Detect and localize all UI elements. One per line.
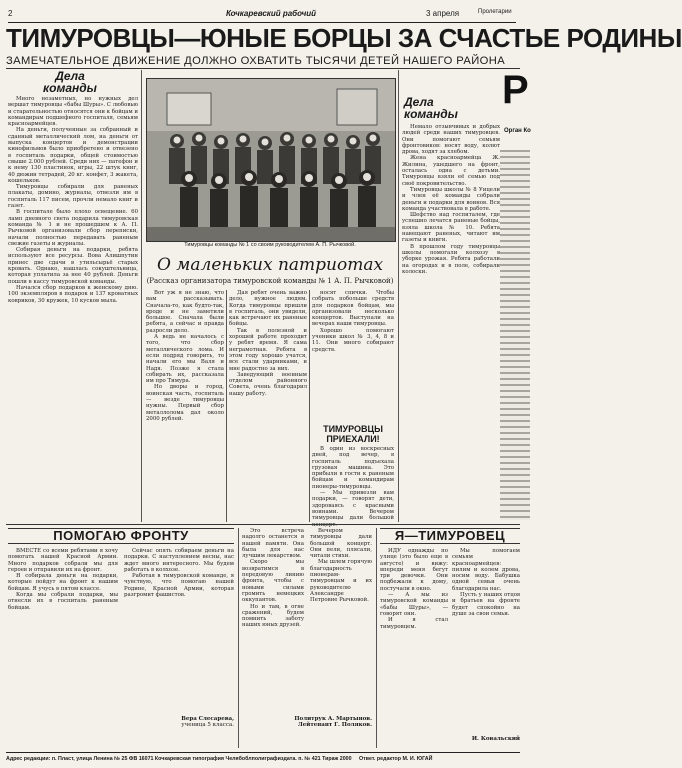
arrived-box-title <box>312 424 394 444</box>
arrived-body <box>312 446 394 522</box>
column-rule <box>141 70 142 522</box>
newspaper-name: Кочкаревский рабочий <box>226 9 317 18</box>
left-article-paragraph-1: Много незаметных, но нужных дел вершат тимуровцы «бабы Шуры». С любовью и старательностью относятся они к бойцам и командирам подшефного госпиталя, семьям красноармейцев. <box>8 96 138 128</box>
lower-left-col2-paragraph-1: Сейчас опять собираем деньги на подарки. С наступлением весны, нас ждет много интересного. Мы будем работать в колхозе. <box>124 548 234 573</box>
feature-col1-paragraph-3: Но дворы и город, воинская часть, госпиталь — везде тимуровцы нужны. Первый сбор металлолома дал около 2000 рублей. <box>146 384 224 422</box>
lower-right-col1-paragraph-2: — А мы из тимуровской команды «бабы Шуры», — говорят они. <box>380 592 448 617</box>
lower-left-column-2 <box>124 548 234 714</box>
edge-fragment-small: Орган Ко <box>504 128 531 134</box>
lower-middle-column-2 <box>310 528 372 714</box>
issue-date: 3 апреля <box>426 9 460 18</box>
feature-col1-paragraph-1: Вот уж я не знаю, что вам рассказывать. Сначала-то, как будто-так, вроде и не заметили большое. Сначала были ребята, а сейчас и правда разросли дело. <box>146 290 224 334</box>
lower-middle-paragraph-1: Это встреча надолго останется в нашей памяти. Она была для нас лучшим лекарством. <box>242 528 304 560</box>
section-rule <box>6 524 520 525</box>
page-number: 2 <box>8 9 13 18</box>
footer-address: Адрес редакции: п. Пласт, улица Ленина № 25 ФВ 16071 Кочкаревская типография Челябоблполиграфиздата. п. № 421 Тираж 2000 <box>6 756 352 762</box>
lower-left-headline: ПОМОГАЮ ФРОНТУ <box>8 528 234 544</box>
lower-middle-col2-paragraph-2: Мы шлем горячую благодарность пионерам-тимуровцам и их руководителю Александре Петровне Рычковой. <box>310 559 372 604</box>
feature-subtitle: (Рассказ организатора тимуровской команды № 1 А. П. Рычковой) <box>146 277 394 285</box>
lower-left-author-role: ученица 5 класса. <box>181 722 234 728</box>
column-rule <box>376 528 377 748</box>
masthead <box>8 6 516 23</box>
adjacent-page-edge <box>500 150 530 520</box>
edge-fragment-large: Р <box>502 68 529 112</box>
sub-headline: ЗАМЕЧАТЕЛЬНОЕ ДВИЖЕНИЕ ДОЛЖНО ОХВАТИТЬ ТЫСЯЧИ ДЕТЕЙ НАШЕГО РАЙОНА <box>6 54 520 69</box>
footer-editor: Ответ. редактор М. И. ЮГАЙ <box>359 756 433 762</box>
lower-right-col1-paragraph-1: ИДУ однажды по улице (это было еще в августе) и вижу: впереди меня бегут три девочки. Они подбежали к дому, постучали в окно. <box>380 548 448 592</box>
arrived-paragraph-2: — Мы привезли вам подарки, — говорят дети, здороваясь с красными воинами. Вечером тимуровцы дали большой <box>312 490 394 522</box>
lower-middle-signatures <box>242 716 372 746</box>
feature-col3-paragraph-1: носят спички. Чтобы собрать побольше средств для подарков бойцам, мы организовали несколько концертов. Выступали на вечерах наши тимуровцы. <box>312 290 394 328</box>
right-column-paragraph-3: Тимуровцы школы № 8 Уицели и член её команды собрали деньги и подарки для воинов. Вся команда участвовала в работе. <box>402 186 500 212</box>
lower-left-column-1 <box>8 548 118 748</box>
feature-col2-paragraph-2: Так в полезной и хорошей работе проходит у ребят время. Я сама неграмотная. Ребята в этом году хорошо учатся, все стали ударниками, и мне радостно за них. <box>229 327 307 372</box>
main-headline: ТИМУРОВЦЫ—ЮНЫЕ БОРЦЫ ЗА СЧАСТЬЕ РОДИНЫ <box>6 23 682 53</box>
right-column-title-line2: команды <box>404 107 458 121</box>
lower-right-col2-paragraph-2: Пусть у наших отцов и братьев на фронте будет спокойно на душе за свои семьи. <box>452 592 520 617</box>
lower-right-headline: Я—ТИМУРОВЕЦ <box>380 528 520 544</box>
left-article-paragraph-5: Собирая деньги на подарки, ребята используют все ресурсы. Вова Алишпутин принес две сдачи в утильсырьё старых кровать. Однако, нашлась сокуштельница, которая уплатила за нее 40 рублей. Деньги пошли в кассу тимуровской команды. <box>8 247 138 285</box>
left-column-title-line2: команды <box>43 81 97 95</box>
lower-right-col2-paragraph-1: Мы помогаем семьям красноармейцев: пилим и колем дрова, носим воду. Бабушка одной семьи очень благодарила нас. <box>452 548 520 592</box>
column-rule <box>309 290 310 522</box>
left-article-body <box>8 96 138 520</box>
lower-left-col1-paragraph-2: Я собирала деньги на подарки, которые пойдут на фронт к нашим бойцам. Я учусь в пятом классе. <box>8 573 118 592</box>
lower-left-col1-paragraph-3: Когда мы собрали подарки, мы отнесли их в госпиталь раненым бойцам. <box>8 592 118 611</box>
lower-middle-paragraph-3: Но и там, в огне сражений, будем помнить заботу наших юных друзей. <box>242 603 304 629</box>
lower-middle-signature-1: Политрук А. Мартынов. <box>294 716 372 722</box>
right-column-title <box>404 96 504 120</box>
lower-right-signature: И. Ковальский <box>471 736 520 742</box>
lower-middle-paragraph-2: Скоро мы возвратимся в передовую линию фронта, чтобы с новыми силами громить немецких оккупантов. <box>242 559 304 604</box>
lower-right-column-2 <box>452 548 520 734</box>
lower-middle-column <box>242 528 304 748</box>
lower-right-column-1 <box>380 548 448 748</box>
right-column-paragraph-5: В прошлом году тимуровцы школы помогали колхозу в уборке урожая. Ребята работали на огородах и в поле, собирали колоски. <box>402 243 500 275</box>
feature-title: О маленьких патриотах <box>156 255 384 275</box>
right-column-paragraph-2: Жена красноармейца Ж. Жилина, ушедшего на фронт, осталась одна с детьми. Тимуровцы взяли её семью под своё покровительство. <box>402 155 500 187</box>
right-column-paragraph-1: Немало отзывчивых и добрых людей среди наших тимуровцев. Они помогают семьям фронтовиков: носят воду, колют дрова, ходят за хлебом. <box>402 124 500 156</box>
lower-right-col1-paragraph-3: И я стал тимуровцем. <box>380 617 448 630</box>
lower-left-signature <box>124 716 234 734</box>
feature-column-1 <box>146 290 224 522</box>
left-article-paragraph-6: Начался сбор подарков к женскому дню. 100 экземпляров в подарок и 137 кроватных ковриков, 30 кружек, 10 кусков мыла. <box>8 284 138 304</box>
left-article-paragraph-4: В госпитале было плохо освещение. 60 ламп дневного света подарила тимуровская команда № 1 и не прошедшем к А. П. Рычковой организовали сбор переписки, начали полностью передавать раненым свежие газеты и журналы. <box>8 209 138 247</box>
masthead-right-fragment: Пролетарии <box>478 9 512 15</box>
team-photo <box>146 78 396 242</box>
feature-col1-paragraph-2: А ведь не началось с того, что сбор металлического лома. И если подряд говорить, то начали его мы Валя и Надя. Позже я стала собирать их, рассказала им про Тимура. <box>146 334 224 385</box>
left-article-paragraph-2: На деньги, полученные за собранный и сданный металлический лом, на деньги от выпуска концертов и демонстрации кинофильмов было приобретено и отвезено в госпиталь подарки, общей стоимостью свыше 2.000 рублей. Среди них — патефон и к нему 130 пластинок, игры, 22 штук книг, 40 дюжин тетрадей, 20 кг. конфет, 3 жакета, кошельков. <box>8 127 138 184</box>
feature-col2-paragraph-1: Дая ребят очень важно дело, нужное людям. Когда тимуровцы пришли в госпиталь, они увидели, как встречают их раненые бойцы. <box>229 290 307 328</box>
right-column-title-line1: Дела <box>404 95 434 109</box>
feature-column-2 <box>229 290 307 522</box>
right-column-body <box>402 124 500 522</box>
column-rule <box>398 70 399 522</box>
arrived-title-line2: ПРИЕХАЛИ! <box>326 434 380 444</box>
column-rule <box>226 290 227 522</box>
feature-column-3 <box>312 290 394 420</box>
lower-middle-col2-paragraph-1: Вечером тимуровцы дали большой концерт. Они пели, плясали, читали стихи. <box>310 528 372 560</box>
imprint-footer <box>6 752 520 765</box>
photo-caption: Тимуровцы команды № 1 со своим руководителем А. П. Рычковой. <box>184 242 356 248</box>
feature-col2-paragraph-3: Заведующий военным отделом районного Совета, очень благодарил нашу работу. <box>229 371 307 397</box>
lower-left-col1-paragraph-1: ВМЕСТЕ со всеми ребятами я хочу помогать нашей Красной Армии. Много подарков собрали мы для героев и отправили их на фронт. <box>8 548 118 573</box>
left-column-title <box>30 70 110 94</box>
column-rule <box>238 528 239 748</box>
arrived-paragraph-1: В один из воскресных дней, под вечер, в госпиталь подъехала грузовая машина. Это прибыли в гости к раненым бойцам и командирам пионеры-тимуровцы. <box>312 446 394 490</box>
feature-col3-paragraph-2: Хорошо помогают ученики школ № 3, 4, 8 и 11. Они много собирают средств. <box>312 327 394 353</box>
lower-left-col2-paragraph-2: Работая в тимуровской команде, я чувствую, что помогаю нашей Родине, Красной Армии, которая разгромит фашистов. <box>124 573 234 599</box>
lower-middle-signature-2: Лейтенант Г. Поляков. <box>297 722 372 728</box>
left-column-title-line1: Дела <box>55 69 85 83</box>
arrived-title-line1: ТИМУРОВЦЫ <box>323 424 383 434</box>
team-photo-image <box>147 79 395 241</box>
lower-left-author: Вера Слесарева, <box>181 716 234 722</box>
right-column-paragraph-4: Шефство над госпиталем, где успешно лечатся раненые бойцы, взяла школа № 10. Ребята навещают раненых, читают им газеты и книги. <box>402 212 500 244</box>
left-article-paragraph-3: Тимуровцы собирали для раненых плакаты, домино, журналы, отвезли им в госпиталь 117 писем, прочли немало книг и газет. <box>8 184 138 210</box>
